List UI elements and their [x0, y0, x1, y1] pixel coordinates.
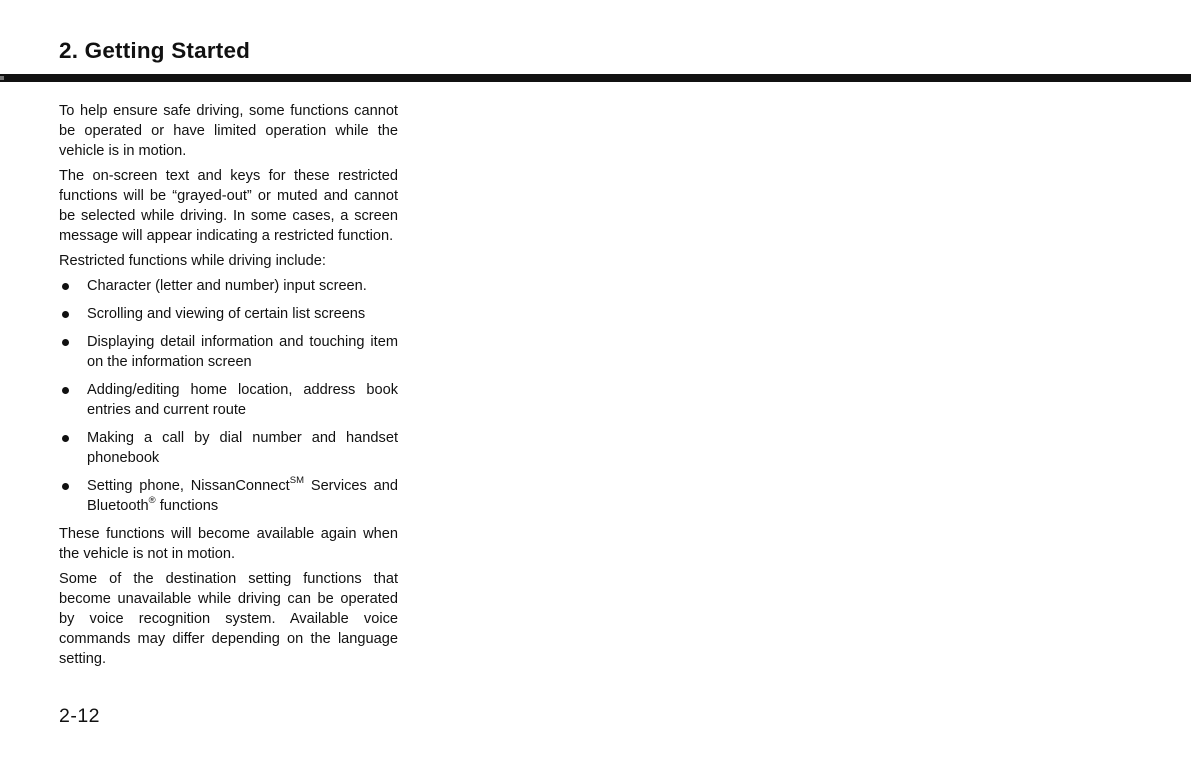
page-number: 2-12: [59, 705, 101, 727]
list-item-text: Scrolling and viewing of certain list screens: [87, 306, 366, 322]
paragraph-availability: These functions will become available again when the vehicle is not in motion.: [59, 526, 398, 562]
body-text-column: [59, 101, 398, 674]
header-rule: [0, 74, 1191, 82]
header-rule-accent: [0, 76, 4, 80]
list-item-text-end: functions: [155, 498, 219, 514]
paragraph-grayed-out: The on-screen text and keys for these restricted functions will be “grayed-out” or muted and cannot be selected while driving. In some cases, a screen message will appear indicating a restricted function.: [59, 168, 398, 244]
list-item-text: Adding/editing home location, address book entries and current route: [87, 382, 398, 418]
restricted-functions-list: [59, 276, 398, 516]
paragraph-restricted-list-intro: Restricted functions while driving include:: [59, 253, 326, 269]
list-item-text: Displaying detail information and touching item on the information screen: [87, 334, 398, 370]
service-mark-superscript: SM: [289, 475, 304, 486]
list-item: [59, 276, 398, 296]
list-item: [59, 428, 398, 468]
bullet-icon: [62, 311, 69, 318]
list-item-text: Character (letter and number) input screen.: [87, 278, 367, 294]
paragraph-intro: To help ensure safe driving, some functions cannot be operated or have limited operation while the vehicle is in motion.: [59, 103, 398, 159]
list-item: [59, 476, 398, 516]
registered-mark-superscript: ®: [148, 495, 156, 506]
bullet-icon: [62, 339, 69, 346]
chapter-title: 2. Getting Started: [59, 38, 251, 63]
list-item: [59, 380, 398, 420]
bullet-icon: [62, 283, 69, 290]
list-item-text: Making a call by dial number and handset phonebook: [87, 430, 398, 466]
list-item: [59, 332, 398, 372]
bullet-icon: [62, 435, 69, 442]
bullet-icon: [62, 387, 69, 394]
list-item-text-middle: Services and Bluetooth: [87, 478, 398, 514]
paragraph-voice-recognition: Some of the destination setting functions that become unavailable while driving can be operated by voice recognition system. Available voice commands may differ depending on the language setting.: [59, 571, 398, 667]
list-item-text-start: Setting phone, NissanConnect: [87, 478, 290, 494]
bullet-icon: [62, 483, 69, 490]
list-item: [59, 304, 398, 324]
